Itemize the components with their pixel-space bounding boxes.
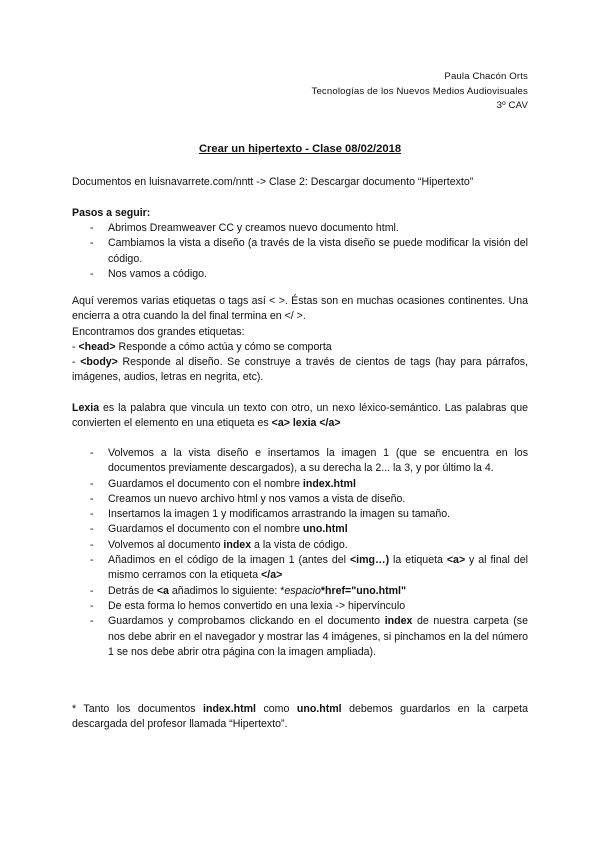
list-item: - De esta forma lo hemos convertido en una lexia -> hipervínculo	[72, 599, 528, 614]
list-item: - Insertamos la imagen 1 y modificamos arrastrando la imagen su tamaño.	[72, 507, 528, 522]
filename-index: index.html	[302, 477, 356, 490]
item-text: añadimos lo siguiente: *	[168, 584, 285, 597]
steps-heading: Pasos a seguir:	[72, 207, 151, 219]
item-text: de nuestra carpeta (se nos debe abrir en el navegador y mostrar las 4 imágenes, si pinchamos en la del número 1 se nos debe abrir otra página con la imagen ampliada).	[108, 615, 528, 658]
list-item: - Cambiamos la vista a diseño (a través de la vista diseño se puede modificar la visión del código.	[72, 236, 528, 267]
item-text: Detrás de	[108, 584, 157, 597]
list-item	[72, 614, 528, 660]
href-attribute: *href="uno.html"	[320, 584, 407, 597]
a-open-tag: <a	[156, 584, 169, 597]
note-text: * Tanto los documentos	[72, 703, 204, 715]
item-text: Guardamos y comprobamos clickando en el documento	[108, 615, 385, 628]
tags-intro: Aquí veremos varias etiquetas o tags así < >. Éstas son en muchas ocasiones continentes. Una encierra a otra cuando la del final termina en </ >.	[72, 295, 528, 323]
list-item	[72, 538, 528, 553]
instructions-list	[72, 446, 528, 660]
body-tag-description: Responde al diseño. Se construye a través de cientos de tags (hay para párrafos, imágenes, audios, letras en negrita, etc).	[72, 356, 528, 384]
list-item: - Volvemos a la vista diseño e insertamos la imagen 1 (que se encuentra en los documentos previamente descargados), a su derecha la 2... la 3, y por último la 4.	[72, 446, 528, 477]
filename-uno: uno.html	[296, 703, 342, 715]
list-item	[72, 584, 528, 599]
item-text: la etiqueta	[389, 554, 447, 567]
tags-count: Encontramos dos grandes etiquetas:	[72, 325, 245, 338]
lexia-definition: es la palabra que vincula un texto con otro, un nexo léxico-semántico. Las palabras que convierten el elemento en una etiqueta es	[72, 402, 528, 430]
head-tag-line	[72, 340, 528, 355]
item-text: Añadimos en el código de la imagen 1 (antes del	[108, 554, 350, 567]
author-name: Paula Chacón Orts	[444, 71, 528, 82]
filename-uno: uno.html	[302, 523, 348, 536]
list-item: - Abrimos Dreamweaver CC y creamos nuevo documento html.	[72, 221, 528, 236]
note-text: debemos guardarlos en la carpeta descargada del profesor llamada “Hipertexto”.	[72, 703, 529, 731]
list-item	[72, 522, 528, 537]
document-title: Crear un hipertexto - Clase 08/02/2018	[198, 143, 402, 155]
body-tag: <body>	[80, 356, 118, 369]
document-header	[312, 70, 529, 114]
tags-paragraph	[72, 294, 528, 386]
item-text: Volvemos al documento	[108, 538, 224, 551]
footnote	[72, 702, 528, 733]
item-text: Guardamos el documento con el nombre	[108, 477, 303, 490]
dash-text: -	[72, 340, 79, 353]
item-text: a la vista de código.	[251, 538, 348, 551]
espacio-word: espacio	[284, 584, 321, 597]
list-item: - Nos vamos a código.	[72, 267, 528, 282]
a-tag: <a>	[446, 554, 466, 567]
index-word: index	[384, 615, 413, 628]
item-text: Guardamos el documento con el nombre	[108, 523, 303, 536]
course-name: 3º CAV	[496, 100, 528, 111]
subject-name: Tecnologías de los Nuevos Medios Audiovisuales	[311, 85, 528, 97]
lexia-tag: <a> lexia </a>	[271, 417, 341, 430]
filename-index: index.html	[203, 703, 257, 715]
intro-paragraph: Documentos en luisnavarrete.com/nntt -> Clase 2: Descargar documento “Hipertexto”	[72, 176, 474, 188]
list-item: - Creamos un nuevo archivo html y nos vamos a vista de diseño.	[72, 492, 528, 507]
lexia-paragraph	[72, 401, 528, 432]
a-close-tag: </a>	[261, 569, 283, 582]
body-tag-line	[72, 355, 528, 386]
list-item	[72, 477, 528, 492]
note-text: como	[256, 703, 297, 715]
head-tag-description: Responde a cómo actúa y cómo se comporta	[115, 340, 332, 353]
head-tag: <head>	[78, 340, 116, 353]
item-text: y al final del mismo cerramos con la etiqueta	[108, 554, 528, 582]
lexia-word: Lexia	[72, 402, 100, 414]
index-word: index	[223, 538, 252, 551]
steps-list	[72, 221, 528, 282]
dash-text: -	[72, 356, 81, 369]
list-item	[72, 553, 528, 584]
img-tag: <img…)	[349, 554, 390, 567]
